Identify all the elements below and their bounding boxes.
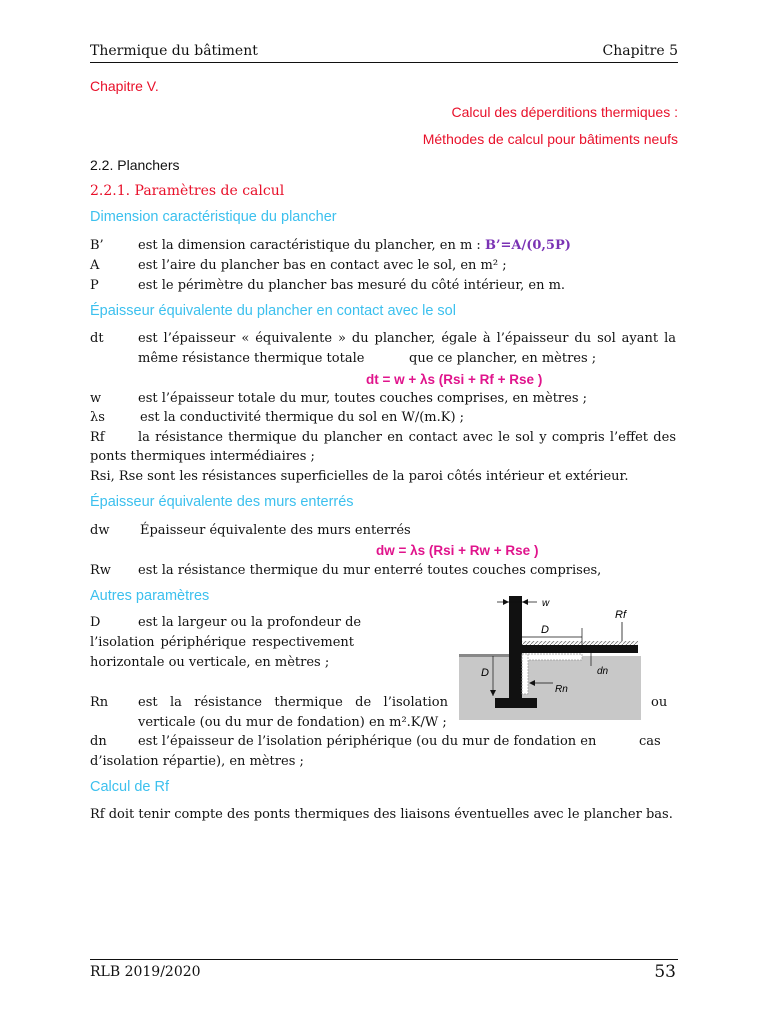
section-title: 2.2. Planchers	[90, 157, 180, 173]
label-d-top: D	[541, 624, 549, 636]
definition-d-line2: l’isolation périphérique respectivement	[90, 635, 354, 650]
label-rf: Rf	[615, 609, 626, 621]
definition-dt-line2b: que ce plancher, en mètres ;	[409, 351, 597, 366]
footer-left: RLB 2019/2020	[90, 964, 201, 980]
wall	[509, 596, 522, 700]
symbol-dw: dw	[90, 523, 110, 538]
symbol-dn: dn	[90, 734, 107, 749]
definition-rw: est la résistance thermique du mur enterré toutes couches comprises,	[138, 563, 602, 578]
formula-dw: dw = λs (Rsi + Rw + Rse )	[376, 543, 539, 558]
page-number: 53	[654, 962, 676, 982]
definition-d-line1: est la largeur ou la profondeur de	[138, 615, 362, 630]
ground-surface-left	[459, 654, 509, 657]
w-arrow-left	[503, 599, 509, 605]
definition-a: est l’aire du plancher bas en contact avec le sol, en m² ;	[138, 258, 507, 273]
definition-w: est l’épaisseur totale du mur, toutes couches comprises, en mètres ;	[138, 391, 588, 406]
floor-slab	[522, 645, 638, 653]
footer-rule	[90, 959, 678, 960]
header-rule	[90, 62, 678, 63]
insulation-diagram	[455, 592, 655, 726]
label-d-left: D	[481, 667, 489, 679]
symbol-lambda-s: λs	[90, 410, 105, 425]
symbol-p: P	[90, 278, 99, 293]
definition-rf-line1: la résistance thermique du plancher en contact avec le sol y compris l’effet des	[138, 430, 676, 445]
symbol-dt: dt	[90, 331, 104, 346]
subsection-title: 2.2.1. Paramètres de calcul	[90, 183, 285, 199]
calcul-rf-text: Rf doit tenir compte des ponts thermiques des liaisons éventuelles avec le plancher bas.	[90, 807, 673, 822]
chapter-title-2: Méthodes de calcul pour bâtiments neufs	[422, 131, 678, 147]
definition-dt-line2a: même résistance thermique totale	[138, 351, 365, 366]
label-w: w	[542, 598, 550, 609]
heading-autres-parametres: Autres paramètres	[90, 588, 210, 604]
ground-area	[459, 656, 641, 720]
definition-d-line3: horizontale ou verticale, en mètres ;	[90, 655, 330, 670]
definition-dn-line2: d’isolation répartie), en mètres ;	[90, 754, 304, 769]
definition-dw: Épaisseur équivalente des murs enterrés	[140, 523, 411, 538]
symbol-b: B’	[90, 238, 104, 253]
formula-dt: dt = w + λs (Rsi + Rf + Rse )	[366, 372, 543, 387]
definition-dt-line1: est l’épaisseur « équivalente » du plancher, égale à l’épaisseur du sol ayant la	[138, 331, 676, 346]
definition-rn-tail: ou	[651, 695, 668, 710]
formula-b: B’=A/(0,5P)	[484, 238, 571, 253]
floor-finish	[522, 641, 638, 645]
definition-lambda-s: est la conductivité thermique du sol en W/(m.K) ;	[140, 410, 465, 425]
heading-epaisseur-murs: Épaisseur équivalente des murs enterrés	[90, 494, 354, 510]
label-dn: dn	[597, 666, 609, 677]
horizontal-insulation	[522, 654, 582, 660]
footing	[495, 698, 537, 708]
definition-b	[138, 238, 571, 253]
label-rn: Rn	[555, 684, 568, 695]
symbol-rw: Rw	[90, 563, 111, 578]
symbol-rn: Rn	[90, 695, 109, 710]
running-header-right: Chapitre 5	[602, 43, 678, 59]
running-header-left: Thermique du bâtiment	[90, 43, 258, 59]
definition-rf-line2: ponts thermiques intermédiaires ;	[90, 449, 315, 464]
symbol-w: w	[90, 391, 102, 406]
definition-rn-line2: verticale (ou du mur de fondation) en m².K/W ;	[138, 715, 447, 730]
heading-epaisseur-plancher: Épaisseur équivalente du plancher en contact avec le sol	[90, 303, 456, 319]
definition-dn-line1: est l’épaisseur de l’isolation périphérique (ou du mur de fondation en	[138, 734, 597, 749]
symbol-a: A	[90, 258, 100, 273]
symbol-rf: Rf	[90, 430, 105, 445]
definition-b-text: est la dimension caractéristique du plancher, en m :	[138, 238, 481, 253]
definition-p: est le périmètre du plancher bas mesuré du côté intérieur, en m.	[138, 278, 566, 293]
heading-calcul-rf: Calcul de Rf	[90, 779, 169, 795]
definition-rn-line1: est la résistance thermique de l’isolation	[138, 695, 448, 710]
definition-rsi-rse: Rsi, Rse sont les résistances superficielles de la paroi côtés intérieur et extérieur.	[90, 469, 629, 484]
vertical-insulation	[522, 654, 528, 694]
symbol-d: D	[90, 615, 101, 630]
definition-dn-tail: cas	[639, 734, 661, 749]
heading-dimension: Dimension caractéristique du plancher	[90, 209, 337, 225]
chapter-label: Chapitre V.	[90, 78, 159, 94]
chapter-title-1: Calcul des déperditions thermiques :	[451, 104, 678, 120]
w-arrow-right	[522, 599, 528, 605]
